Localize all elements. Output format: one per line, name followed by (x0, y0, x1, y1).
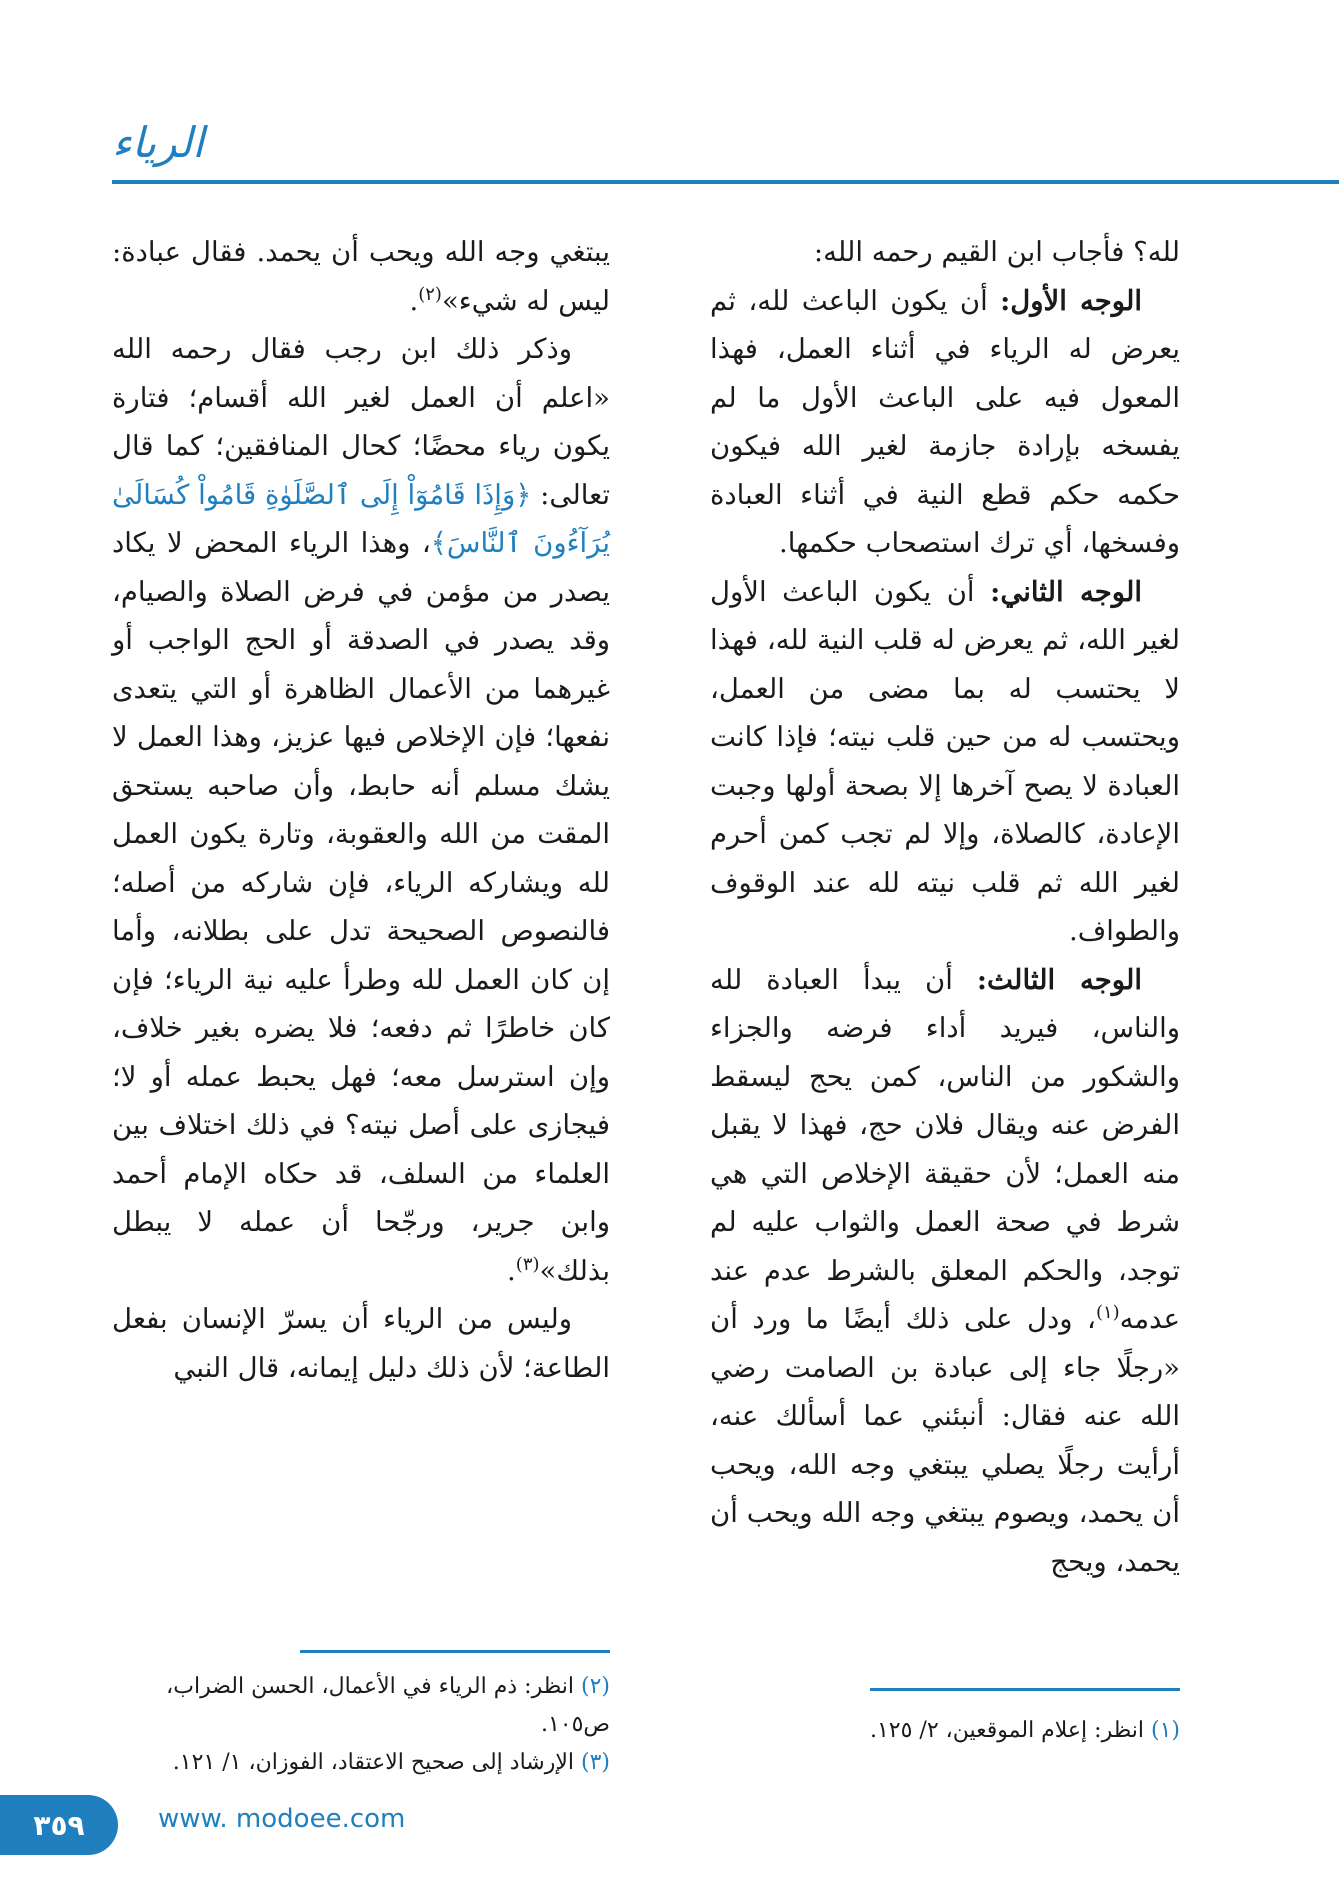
footnote-ref-2[interactable]: (٢) (418, 283, 442, 305)
footnote-3-number: (٣) (580, 1750, 610, 1775)
left-paragraph-2 (112, 325, 610, 1295)
third-aspect-text-a: أن يبدأ العبادة لله والناس، فيريد أداء فرضه والجزاء والشكور من الناس، كمن يحج ليسقط الفرض عنه ويقال فلان حج، فهذا لا يقبل منه العمل؛ لأن حقيقة الإخلاص التي هي شرط في صحة العمل والثواب عليه لم توجد، والحكم المعلق بالشرط عدم عند عدمه (710, 963, 1180, 1335)
running-header-title: الرياء (112, 118, 204, 167)
left-p2-text: وذكر ذلك ابن رجب فقال رحمه الله «اعلم أن العمل لغير الله أقسام؛ فتارة يكون رياء محضًا؛ كحال المنافقين؛ كما قال تعالى: (112, 333, 610, 511)
right-paragraph-4 (710, 956, 1180, 1587)
footnote-3 (112, 1744, 610, 1782)
footnote-2 (112, 1668, 610, 1744)
page-number-badge: ٣٥٩ (0, 1795, 118, 1855)
footnote-ref-3[interactable]: (٣) (515, 1253, 540, 1275)
left-text-column (112, 228, 610, 1392)
website-link[interactable]: www. modoee.com (158, 1804, 406, 1834)
right-paragraph-1: لله؟ فأجاب ابن القيم رحمه الله: (813, 236, 1180, 268)
footnotes-right (710, 1712, 1180, 1750)
left-paragraph-3: وليس من الرياء أن يسرّ الإنسان بفعل الطاعة؛ لأن ذلك دليل إيمانه، قال النبي (112, 1303, 610, 1384)
footnote-2-number: (٢) (580, 1674, 610, 1699)
left-paragraph-1 (112, 228, 610, 325)
right-paragraph-2 (710, 277, 1180, 568)
right-text-column (710, 228, 1180, 1586)
third-aspect-text-b: ، ودل على ذلك أيضًا ما ورد أن «رجلًا جاء إلى عبادة بن الصامت رضي الله عنه فقال: أنبئني عما أسألك عنه، أرأيت رجلًا يصلي يبتغي وجه الله، ويحب أن يحمد، ويصوم يبتغي وجه الله ويحب أن يحمد، ويحج (710, 1303, 1180, 1578)
first-aspect-label: الوجه الأول: (1000, 284, 1143, 317)
first-aspect-text: أن يكون الباعث لله، ثم يعرض له الرياء في أثناء العمل، فهذا المعول فيه على الباعث الأول ما لم يفسخه بإرادة جازمة لغير الله فيكون حكمه حكم قطع النية في أثناء العبادة وفسخها، أي ترك استصحاب حكمها. (710, 284, 1180, 559)
footnotes-left (112, 1668, 610, 1782)
footnote-1-text: انظر: إعلام الموقعين، ٢/ ١٢٥. (869, 1718, 1151, 1743)
left-p2-end: . (507, 1254, 516, 1287)
third-aspect-label: الوجه الثالث: (976, 963, 1142, 996)
footnote-2-text: انظر: ذم الرياء في الأعمال، الحسن الضراب، ص١٠٥. (166, 1674, 610, 1737)
footnote-rule-right (870, 1688, 1180, 1691)
left-p1-end: . (409, 284, 419, 317)
footnote-rule-left (300, 1650, 610, 1653)
second-aspect-label: الوجه الثاني: (990, 575, 1142, 608)
header-rule (112, 180, 1339, 184)
footnote-3-text: الإرشاد إلى صحيح الاعتقاد، الفوزان، ١/ ١٢١. (172, 1750, 581, 1775)
footnote-1-number: (١) (1150, 1718, 1180, 1743)
second-aspect-text: أن يكون الباعث الأول لغير الله، ثم يعرض له قلب النية لله، فهذا لا يحتسب له بما مضى من العمل، ويحتسب له من حين قلب نيته؛ فإذا كانت العبادة لا يصح آخرها إلا بصحة أولها وجبت الإعادة، كالصلاة، وإلا لم تجب كمن أحرم لغير الله ثم قلب نيته لله عند الوقوف والطواف. (710, 575, 1180, 947)
footnote-1 (710, 1712, 1180, 1750)
left-p1-text: يبتغي وجه الله ويحب أن يحمد. فقال عبادة: ليس له شيء» (112, 236, 610, 317)
right-paragraph-3 (710, 568, 1180, 956)
left-p2-text-b: ، وهذا الرياء المحض لا يكاد يصدر من مؤمن في فرض الصلاة والصيام، وقد يصدر في الصدقة أو الحج الواجب أو غيرهما من الأعمال الظاهرة أو التي يتعدى نفعها؛ فإن الإخلاص فيها عزيز، وهذا العمل لا يشك مسلم أنه حابط، وأن صاحبه يستحق المقت من الله والعقوبة، وتارة يكون العمل لله ويشاركه الرياء، فإن شاركه من أصله؛ فالنصوص الصحيحة تدل على بطلانه، وأما إن كان العمل لله وطرأ عليه نية الرياء؛ فإن كان خاطرًا ثم دفعه؛ فلا يضره بغير خلاف، وإن استرسل معه؛ فهل يحبط عمله أو لا؛ فيجازى على أصل نيته؟ في ذلك اختلاف بين العلماء من السلف، قد حكاه الإمام أحمد وابن جرير، ورجّحا أن عمله لا يبطل بذلك» (112, 527, 610, 1287)
footnote-ref-1[interactable]: (١) (1095, 1301, 1120, 1323)
quran-verse: ﴿وَإِذَا قَامُوٓاْ إِلَى ٱلصَّلَوٰةِ قَامُواْ كُسَالَىٰ يُرَآءُونَ ٱلنَّاسَ﴾ (112, 478, 611, 559)
